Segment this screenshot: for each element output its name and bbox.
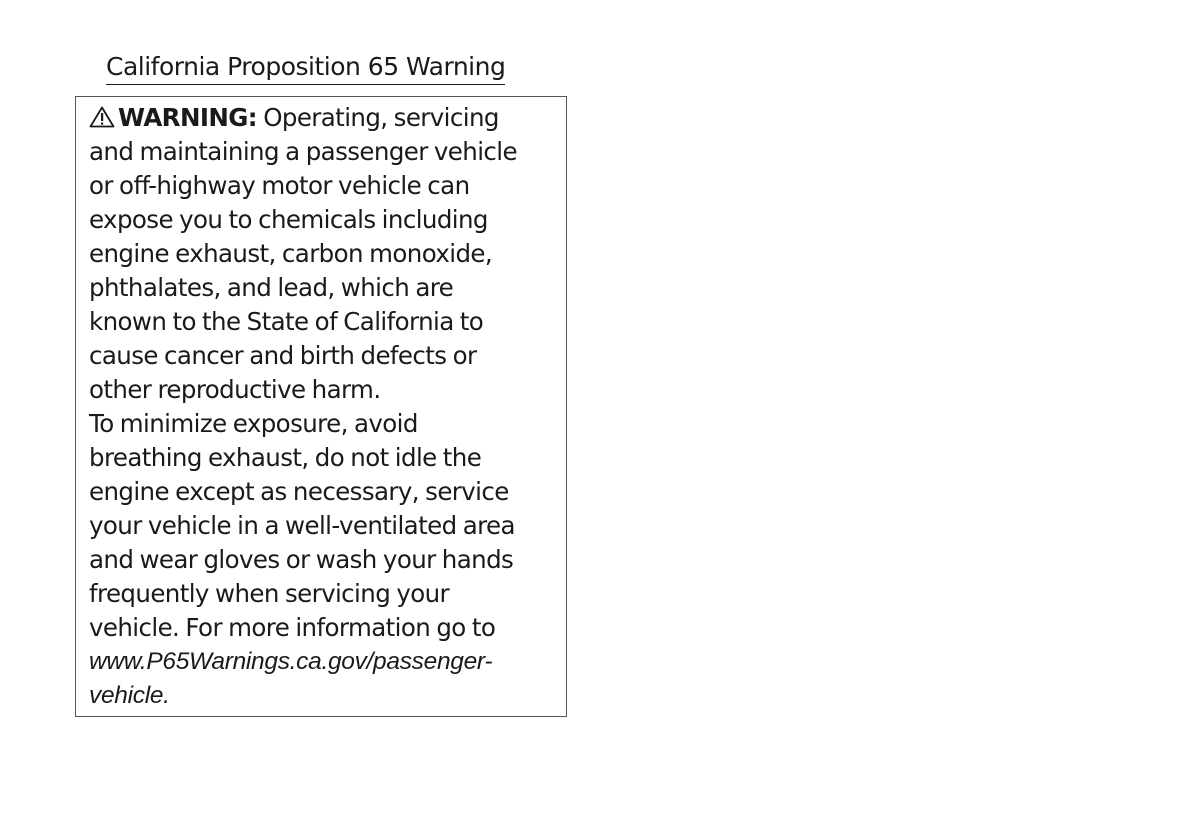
warning-line-0: [89, 101, 564, 135]
warning-line: your vehicle in a well-ventilated area: [89, 511, 515, 540]
info-url-link[interactable]: vehicle.: [89, 682, 170, 709]
warning-line: To minimize exposure, avoid: [89, 409, 418, 438]
warning-line: engine exhaust, carbon monoxide,: [89, 239, 493, 268]
warning-line: other reproductive harm.: [89, 375, 381, 404]
info-url-link[interactable]: www.P65Warnings.ca.gov/passenger-: [89, 648, 493, 675]
warning-line: engine except as necessary, service: [89, 477, 509, 506]
warning-line: cause cancer and birth defects or: [89, 341, 477, 370]
warning-triangle-icon: [89, 106, 115, 128]
warning-line: frequently when servicing your: [89, 579, 450, 608]
warning-line: and wear gloves or wash your hands: [89, 545, 514, 574]
warning-label: WARNING:: [118, 103, 257, 132]
warning-box: [75, 96, 567, 717]
warning-line: phthalates, and lead, which are: [89, 273, 454, 302]
warning-line: known to the State of California to: [89, 307, 484, 336]
warning-line: breathing exhaust, do not idle the: [89, 443, 482, 472]
warning-line: vehicle. For more information go to: [89, 613, 496, 642]
warning-text: [89, 101, 564, 713]
warning-line-text: Operating, servicing: [263, 103, 499, 132]
page-title: California Proposition 65 Warning: [106, 50, 505, 85]
warning-line: expose you to chemicals including: [89, 205, 488, 234]
warning-line: and maintaining a passenger vehicle: [89, 137, 517, 166]
warning-line: or off-highway motor vehicle can: [89, 171, 470, 200]
